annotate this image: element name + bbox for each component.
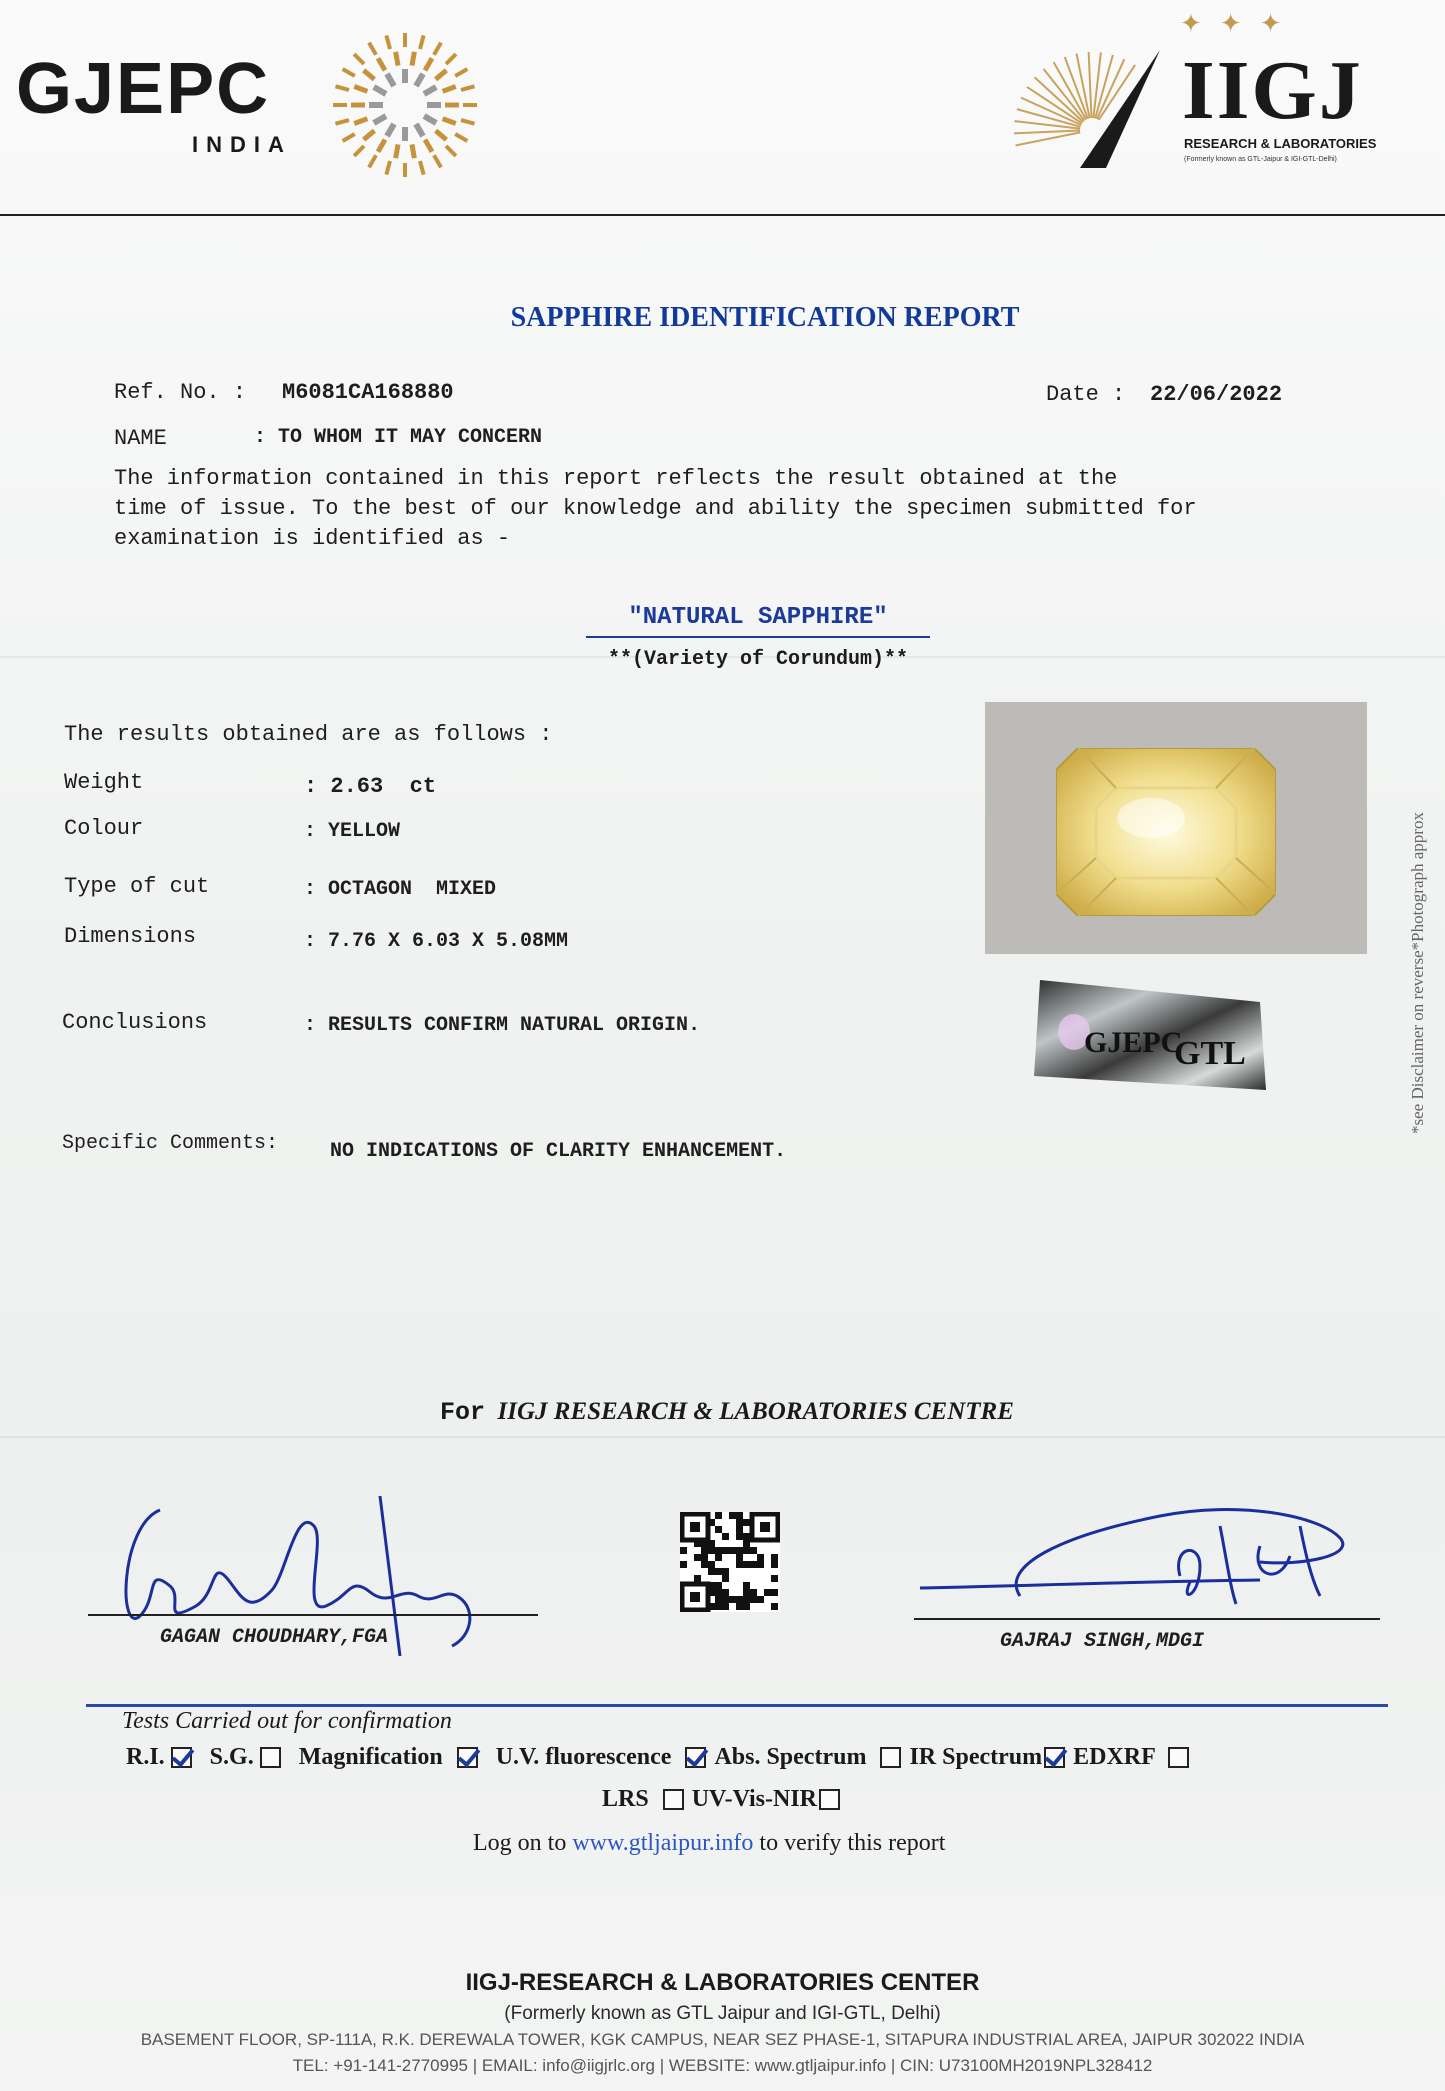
test-checkbox-uv-vis-nir[interactable] [819, 1789, 840, 1810]
test-label: Magnification [298, 1744, 443, 1770]
iigj-logo-text: IIGJ [1182, 44, 1363, 137]
signatory-left: GAGAN CHOUDHARY,FGA [160, 1626, 389, 1649]
test-label: Abs. Spectrum [714, 1744, 867, 1770]
footer-org: IIGJ-RESEARCH & LABORATORIES CENTER [465, 1969, 980, 1996]
result-value-weight: : 2.63 ct [304, 774, 437, 799]
verify-link[interactable]: www.gtljaipur.info [572, 1830, 754, 1856]
footer-former: (Formerly known as GTL Jaipur and IGI-GTL, Delhi) [504, 2003, 941, 2024]
test-label: R.I. [126, 1744, 165, 1770]
test-label: IR Spectrum [909, 1744, 1043, 1770]
iigj-burst-icon [1010, 30, 1160, 180]
paper-fold [0, 1436, 1445, 1438]
variety-text: **(Variety of Corundum)** [607, 648, 909, 671]
for-label: For [440, 1398, 486, 1427]
test-checkbox-sg[interactable] [260, 1747, 281, 1768]
result-label-dimensions: Dimensions [64, 924, 197, 949]
iigj-logo-tagline: RESEARCH & LABORATORIES [1184, 136, 1377, 151]
date-label: Date : [1046, 382, 1126, 407]
signature-right-rule [914, 1618, 1380, 1620]
qr-code[interactable] [680, 1512, 780, 1612]
test-label: U.V. fluorescence [495, 1744, 672, 1770]
for-organisation [440, 1398, 1014, 1427]
tests-divider [86, 1704, 1388, 1707]
identification-result: "NATURAL SAPPHIRE" [628, 604, 888, 631]
results-intro: The results obtained are as follows : [64, 722, 553, 747]
test-checkbox-edxrf[interactable] [1168, 1747, 1189, 1768]
photo-disclaimer: *see Disclaimer on reverse*Photograph approx [1408, 812, 1427, 1134]
date-value: 22/06/2022 [1150, 382, 1283, 407]
hologram-text-gjepc: GJEPC [1084, 1026, 1183, 1059]
result-value-dimensions: : 7.76 X 6.03 X 5.08MM [304, 930, 569, 953]
name-label: NAME [114, 426, 167, 451]
intro-line: time of issue. To the best of our knowledge and ability the specimen submitted for [114, 496, 1197, 521]
for-org-name: IIGJ RESEARCH & LABORATORIES CENTRE [497, 1398, 1014, 1425]
tests-header: Tests Carried out for confirmation [122, 1708, 452, 1734]
signature-right [900, 1486, 1380, 1636]
name-value: : TO WHOM IT MAY CONCERN [254, 426, 543, 449]
verify-suffix: to verify this report [759, 1830, 946, 1856]
footer-address: BASEMENT FLOOR, SP-111A, R.K. DEREWALA TOWER, KGK CAMPUS, NEAR SEZ PHASE-1, SITAPURA INDUSTRIAL AREA, JAIPUR 302022 INDIA [140, 2030, 1305, 2049]
test-checkbox-magnification[interactable] [457, 1747, 478, 1768]
result-value-colour: : YELLOW [304, 820, 401, 843]
test-label: EDXRF [1073, 1744, 1156, 1770]
ref-value: M6081CA168880 [282, 380, 454, 405]
gjepc-logo-text: GJEPC [16, 49, 271, 129]
verify-prefix: Log on to [473, 1830, 567, 1856]
result-value-cut: : OCTAGON MIXED [304, 878, 497, 901]
test-checkbox-uv-fluorescence[interactable] [685, 1747, 706, 1768]
test-label: LRS [602, 1786, 649, 1812]
gjepc-sun-icon [330, 30, 480, 180]
test-checkbox-ri[interactable] [171, 1747, 192, 1768]
intro-line: examination is identified as - [114, 526, 511, 551]
ref-label: Ref. No. : [114, 380, 247, 405]
identification-underline [586, 636, 930, 638]
iigj-stars-icon: ✦✦✦ [1180, 8, 1300, 38]
tests-row-2 [602, 1786, 858, 1813]
tests-row-1 [126, 1744, 1207, 1771]
result-value-conclusions: : RESULTS CONFIRM NATURAL ORIGIN. [304, 1014, 701, 1037]
verify-line [473, 1830, 945, 1857]
result-label-weight: Weight [64, 770, 144, 795]
hologram-sticker [1034, 980, 1266, 1090]
gjepc-logo-country: INDIA [192, 132, 292, 157]
iigj-logo-former: (Formerly known as GTL-Jaipur & IGI-GTL-Delhi) [1184, 156, 1337, 163]
gem-image [1056, 748, 1276, 916]
result-value-comments: NO INDICATIONS OF CLARITY ENHANCEMENT. [330, 1140, 787, 1163]
hologram-text-gtl: GTL [1174, 1035, 1246, 1072]
result-label-conclusions: Conclusions [62, 1010, 208, 1035]
signatory-right: GAJRAJ SINGH,MDGI [1000, 1630, 1205, 1653]
report-title: SAPPHIRE IDENTIFICATION REPORT [510, 302, 1020, 333]
test-checkbox-lrs[interactable] [663, 1789, 684, 1810]
intro-line: The information contained in this report reflects the result obtained at the [114, 466, 1118, 491]
result-label-cut: Type of cut [64, 874, 210, 899]
test-checkbox-ir-spectrum[interactable] [1044, 1747, 1065, 1768]
test-label: UV-Vis-NIR [691, 1786, 818, 1812]
test-label: S.G. [209, 1744, 254, 1770]
result-label-colour: Colour [64, 816, 144, 841]
signature-left-rule [88, 1614, 538, 1616]
footer-contact: TEL: +91-141-2770995 | EMAIL: info@iigjrlc.org | WEBSITE: www.gtljaipur.info | CIN: U73100MH2019NPL328412 [292, 2056, 1153, 2075]
test-checkbox-abs-spectrum[interactable] [880, 1747, 901, 1768]
header-divider [0, 214, 1445, 216]
result-label-comments: Specific Comments: [62, 1132, 279, 1155]
